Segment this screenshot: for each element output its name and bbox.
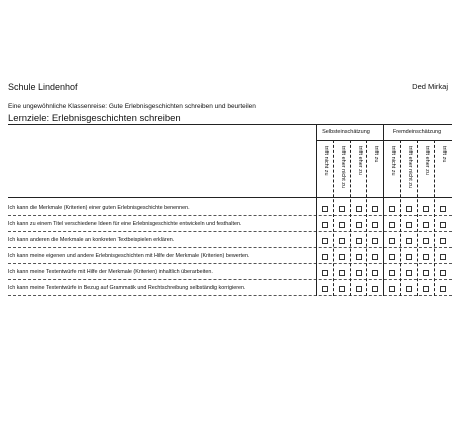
row-divider xyxy=(8,231,452,232)
column-header: trifft eher zu xyxy=(357,146,363,175)
column-divider-sub xyxy=(350,140,351,296)
rating-checkbox[interactable] xyxy=(423,270,429,276)
row-statement: Ich kann meine Textentwürfe in Bezug auf Grammatik und Rechtschreibung selbständig korrigieren. xyxy=(8,285,246,291)
rating-checkbox[interactable] xyxy=(423,286,429,292)
rating-checkbox[interactable] xyxy=(356,270,362,276)
column-divider-sub xyxy=(366,140,367,296)
rating-checkbox[interactable] xyxy=(372,222,378,228)
column-header: trifft zu xyxy=(373,146,379,163)
rating-checkbox[interactable] xyxy=(322,254,328,260)
rating-checkbox[interactable] xyxy=(389,222,395,228)
row-divider xyxy=(8,263,452,264)
rating-checkbox[interactable] xyxy=(372,286,378,292)
column-divider-main xyxy=(316,124,317,296)
rating-checkbox[interactable] xyxy=(440,206,446,212)
rating-checkbox[interactable] xyxy=(339,286,345,292)
rating-checkbox[interactable] xyxy=(406,286,412,292)
rating-checkbox[interactable] xyxy=(389,254,395,260)
school-name: Schule Lindenhof xyxy=(8,82,78,92)
row-statement: Ich kann zu einem Titel verschiedene Ideen für eine Erlebnisgeschichte entwickeln und festhalten. xyxy=(8,221,242,227)
column-header: trifft zu xyxy=(441,146,447,163)
row-divider xyxy=(8,295,452,296)
rating-checkbox[interactable] xyxy=(356,286,362,292)
column-header: trifft eher nicht zu xyxy=(340,146,346,189)
column-header: trifft nicht zu xyxy=(390,146,396,176)
row-statement: Ich kann die Merkmale (Kriterien) einer guten Erlebnisgeschichte benennen. xyxy=(8,205,190,211)
author-name: Ded Mirkaj xyxy=(412,82,448,91)
rating-checkbox[interactable] xyxy=(423,206,429,212)
rating-checkbox[interactable] xyxy=(389,270,395,276)
rating-checkbox[interactable] xyxy=(372,206,378,212)
rating-checkbox[interactable] xyxy=(322,286,328,292)
rating-checkbox[interactable] xyxy=(372,270,378,276)
group-header-peer: Fremdeinschätzung xyxy=(392,129,442,135)
rating-checkbox[interactable] xyxy=(356,254,362,260)
header-bottom-rule xyxy=(8,197,452,198)
rating-checkbox[interactable] xyxy=(322,270,328,276)
row-divider xyxy=(8,279,452,280)
rating-checkbox[interactable] xyxy=(389,206,395,212)
table-top-rule xyxy=(8,124,452,125)
group-rule xyxy=(316,140,452,141)
rating-checkbox[interactable] xyxy=(440,222,446,228)
rating-checkbox[interactable] xyxy=(423,254,429,260)
row-statement: Ich kann meine eigenen und andere Erlebnisgeschichten mit Hilfe der Merkmale (Kriterien) bewerten. xyxy=(8,253,250,259)
rating-checkbox[interactable] xyxy=(406,238,412,244)
column-divider-sub xyxy=(434,140,435,296)
rating-checkbox[interactable] xyxy=(372,238,378,244)
rating-checkbox[interactable] xyxy=(406,222,412,228)
column-divider-groups xyxy=(383,124,384,296)
rating-checkbox[interactable] xyxy=(339,222,345,228)
rating-checkbox[interactable] xyxy=(389,238,395,244)
row-divider xyxy=(8,247,452,248)
rating-checkbox[interactable] xyxy=(423,238,429,244)
rating-checkbox[interactable] xyxy=(440,286,446,292)
rating-checkbox[interactable] xyxy=(372,254,378,260)
rating-checkbox[interactable] xyxy=(322,222,328,228)
rating-checkbox[interactable] xyxy=(339,238,345,244)
rating-checkbox[interactable] xyxy=(339,270,345,276)
column-divider-sub xyxy=(400,140,401,296)
rating-checkbox[interactable] xyxy=(339,206,345,212)
column-header: trifft nicht zu xyxy=(323,146,329,176)
rating-checkbox[interactable] xyxy=(440,270,446,276)
row-statement: Ich kann anderen die Merkmale an konkreten Textbeispielen erklären. xyxy=(8,237,175,243)
rating-checkbox[interactable] xyxy=(356,222,362,228)
rating-checkbox[interactable] xyxy=(406,254,412,260)
group-header-self: Selbsteinschätzung xyxy=(322,129,370,135)
rating-checkbox[interactable] xyxy=(322,238,328,244)
column-header: trifft eher zu xyxy=(424,146,430,175)
learning-goal-title: Lernziele: Erlebnisgeschichten schreiben xyxy=(8,113,181,124)
rating-checkbox[interactable] xyxy=(389,286,395,292)
row-divider xyxy=(8,215,452,216)
column-divider-sub xyxy=(417,140,418,296)
rating-checkbox[interactable] xyxy=(423,222,429,228)
rating-checkbox[interactable] xyxy=(322,206,328,212)
rating-checkbox[interactable] xyxy=(406,270,412,276)
rating-checkbox[interactable] xyxy=(356,206,362,212)
rating-checkbox[interactable] xyxy=(406,206,412,212)
column-header: trifft eher nicht zu xyxy=(407,146,413,189)
rating-checkbox[interactable] xyxy=(356,238,362,244)
row-statement: Ich kann meine Textentwürfe mit Hilfe der Merkmale (Kriterien) inhaltlich überarbeiten. xyxy=(8,269,213,275)
lesson-subtitle: Eine ungewöhnliche Klassenreise: Gute Erlebnisgeschichten schreiben und beurteilen xyxy=(8,103,256,110)
rating-checkbox[interactable] xyxy=(440,254,446,260)
column-divider-sub xyxy=(333,140,334,296)
rating-checkbox[interactable] xyxy=(440,238,446,244)
rating-checkbox[interactable] xyxy=(339,254,345,260)
